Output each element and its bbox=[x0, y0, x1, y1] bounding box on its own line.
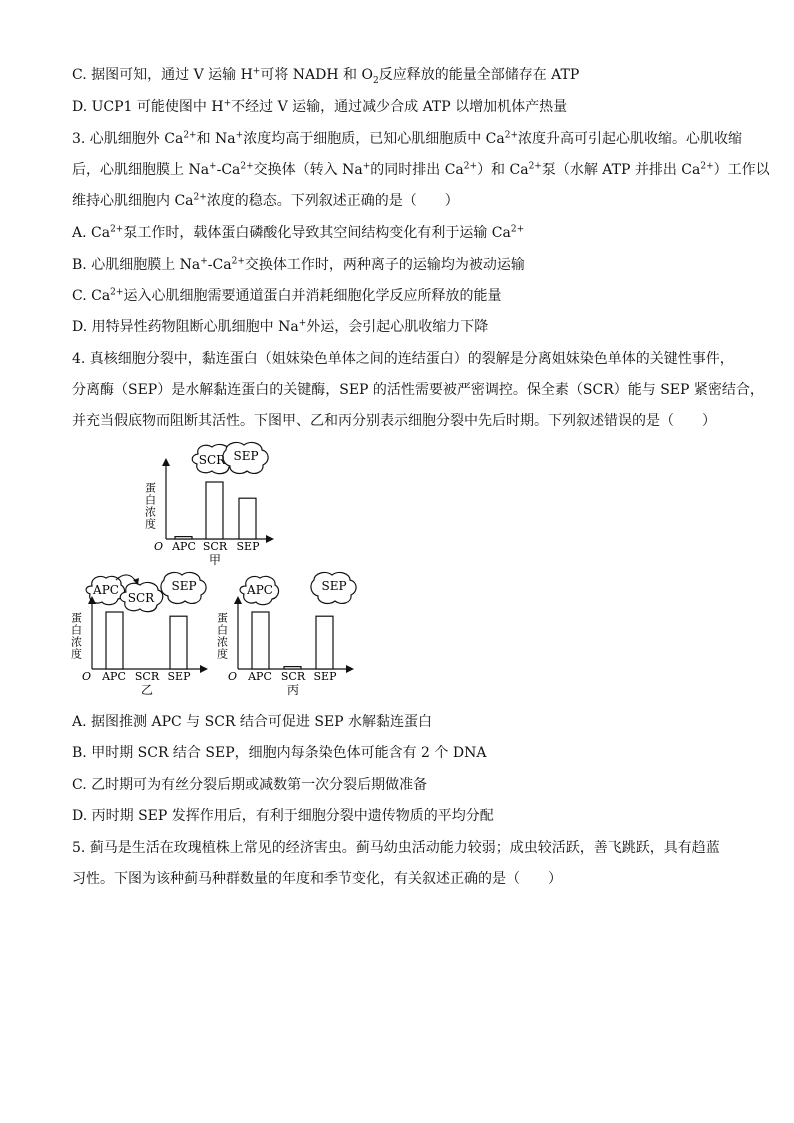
category-label-scr: SCR bbox=[134, 670, 160, 683]
blob-label-sep: SEP bbox=[321, 579, 347, 593]
x-axis-arrow bbox=[200, 665, 208, 673]
blob-label-scr: SCR bbox=[198, 453, 226, 467]
q4-stem-line-1: 4. 真核细胞分裂中，黏连蛋白（姐妹染色单体之间的连结蛋白）的裂解是分离姐妹染色单体的关键性事件， bbox=[72, 351, 734, 367]
category-label-sep: SEP bbox=[236, 540, 260, 553]
blob-label-apc: APC bbox=[93, 583, 119, 597]
q4-option-a: A. 据图推测 APC 与 SCR 结合可促进 SEP 水解黏连蛋白 bbox=[72, 714, 433, 730]
q3-option-d: D. 用特异性药物阻断心肌细胞中 Na+外运，会引起心肌收缩力下降 bbox=[72, 318, 489, 335]
origin-label: O bbox=[228, 670, 238, 683]
blob-label-apc: APC bbox=[247, 583, 273, 597]
q5-stem-line-2: 习性。下图为该种蓟马种群数量的年度和季节变化，有关叙述正确的是（ ） bbox=[72, 871, 562, 887]
chart-panel-jia bbox=[140, 442, 280, 572]
bar-bing-apc bbox=[252, 612, 269, 669]
q4-stem-line-2: 分离酶（SEP）是水解黏连蛋白的关键酶，SEP 的活性需要被严密调控。保全素（SCR）能与 SEP 紧密结合， bbox=[72, 382, 764, 398]
bar-bing-scr bbox=[284, 667, 301, 669]
category-label-scr: SCR bbox=[202, 540, 228, 553]
chart-panel-yi bbox=[68, 572, 218, 702]
q4-option-c: C. 乙时期可为有丝分裂后期或减数第一次分裂后期做准备 bbox=[72, 777, 428, 793]
q3-option-a: A. $Ca^{2+}$泵工作时，载体蛋白磷酸化导致其空间结构变化有利于运输 $Ca^{2+}$ bbox=[72, 224, 525, 241]
q3-stem-line-3: 维持心肌细胞内 $Ca^{2+}$浓度的稳态。下列叙述正确的是（ ） bbox=[72, 192, 459, 209]
y-axis-label: 蛋白浓度 bbox=[143, 482, 157, 530]
category-label-sep: SEP bbox=[167, 670, 191, 683]
blob-label-scr: SCR bbox=[127, 591, 155, 605]
q5-stem-line-1: 5. 蓟马是生活在玫瑰植株上常见的经济害虫。蓟马幼虫活动能力较弱；成虫较活跃，善飞跳跃，具有趋蓝 bbox=[72, 840, 720, 856]
panel-name-bing: 丙 bbox=[286, 683, 300, 697]
q3-stem-line-1: 3. 心肌细胞外 $Ca^{2+}$和 Na+浓度均高于细胞质，已知心肌细胞质中 $Ca^{2+}$浓度升高可引起心肌收缩。心肌收缩 bbox=[72, 130, 742, 147]
q4-stem-line-3: 并充当假底物而阻断其活性。下图甲、乙和丙分别表示细胞分裂中先后时期。下列叙述错误的是（ ） bbox=[72, 413, 716, 429]
x-axis-arrow bbox=[346, 665, 354, 673]
y-axis-label: 蛋白浓度 bbox=[69, 612, 83, 660]
q4-option-d: D. 丙时期 SEP 发挥作用后，有利于细胞分裂中遗传物质的平均分配 bbox=[72, 808, 494, 824]
q4-option-b: B. 甲时期 SCR 结合 SEP，细胞内每条染色体可能含有 2 个 DNA bbox=[72, 745, 487, 761]
blob-label-sep: SEP bbox=[171, 579, 197, 593]
q3-stem-line-2: 后，心肌细胞膜上 $Na^+-Ca^{2+}$交换体（转入 Na+的同时排出 $Ca^{2+}$）和 $Ca^{2+}$泵（水解 ATP 并排出 $Ca^{2+}$）工作以 bbox=[72, 161, 770, 178]
panel-name-yi: 乙 bbox=[140, 683, 154, 697]
category-label-sep: SEP bbox=[313, 670, 337, 683]
x-axis-arrow bbox=[266, 535, 274, 543]
bar-yi-apc bbox=[106, 612, 123, 669]
prev-option-c: C. 据图可知，通过 V 运输 H+可将 NADH 和 $O_2$反应释放的能量全部储存在 ATP bbox=[72, 66, 580, 86]
y-axis-arrow bbox=[162, 458, 170, 466]
category-label-scr: SCR bbox=[280, 670, 306, 683]
q3-option-b: B. 心肌细胞膜上 $Na^+-Ca^{2+}$交换体工作时，两种离子的运输均为被动运输 bbox=[72, 256, 525, 273]
y-axis-label: 蛋白浓度 bbox=[215, 612, 229, 660]
y-axis-arrow bbox=[234, 596, 242, 604]
category-label-apc: APC bbox=[102, 670, 126, 683]
bar-yi-sep bbox=[170, 616, 187, 669]
q3-option-c: C. $Ca^{2+}$运入心肌细胞需要通道蛋白并消耗细胞化学反应所释放的能量 bbox=[72, 287, 502, 304]
bar-jia-sep bbox=[239, 498, 256, 539]
prev-option-d: D. UCP1 可能使图中 H+不经过 V 运输，通过减少合成 ATP 以增加机体产热量 bbox=[72, 98, 568, 115]
bar-bing-sep bbox=[316, 616, 333, 669]
bar-jia-scr bbox=[206, 482, 223, 539]
chart-panel-bing bbox=[214, 572, 364, 702]
origin-label: O bbox=[154, 540, 164, 553]
category-label-apc: APC bbox=[172, 540, 196, 553]
category-label-apc: APC bbox=[248, 670, 272, 683]
bar-jia-apc bbox=[175, 537, 192, 539]
panel-name-jia: 甲 bbox=[208, 553, 222, 567]
origin-label: O bbox=[82, 670, 92, 683]
blob-label-sep: SEP bbox=[233, 449, 259, 463]
